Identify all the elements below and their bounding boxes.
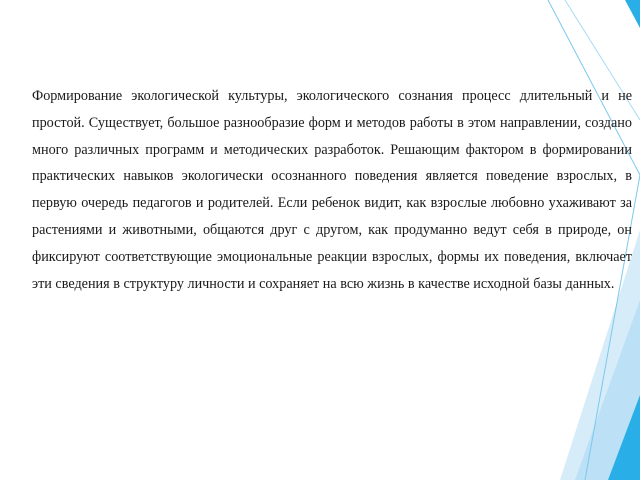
deco-triangle-top xyxy=(625,0,640,28)
main-paragraph: Формирование экологической культуры, экологического сознания процесс длительный и не простой. Существует, большое разнообразие форм и методов работы в этом направлении, создано много различных программ и методических разработок. Решающим фактором в формировании практических навыков экологически осознанного поведения является поведение взрослых, в первую очередь педагогов и родителей. Если ребенок видит, как взрослые любовно ухаживают за растениями и животными, общаются друг с другом, как продуманно ведут себя в природе, он фиксируют соответствующие эмоциональные реакции взрослых, формы их поведения, включает эти сведения в структуру личности и сохраняет на всю жизнь в качестве исходной базы данных. xyxy=(32,88,632,292)
